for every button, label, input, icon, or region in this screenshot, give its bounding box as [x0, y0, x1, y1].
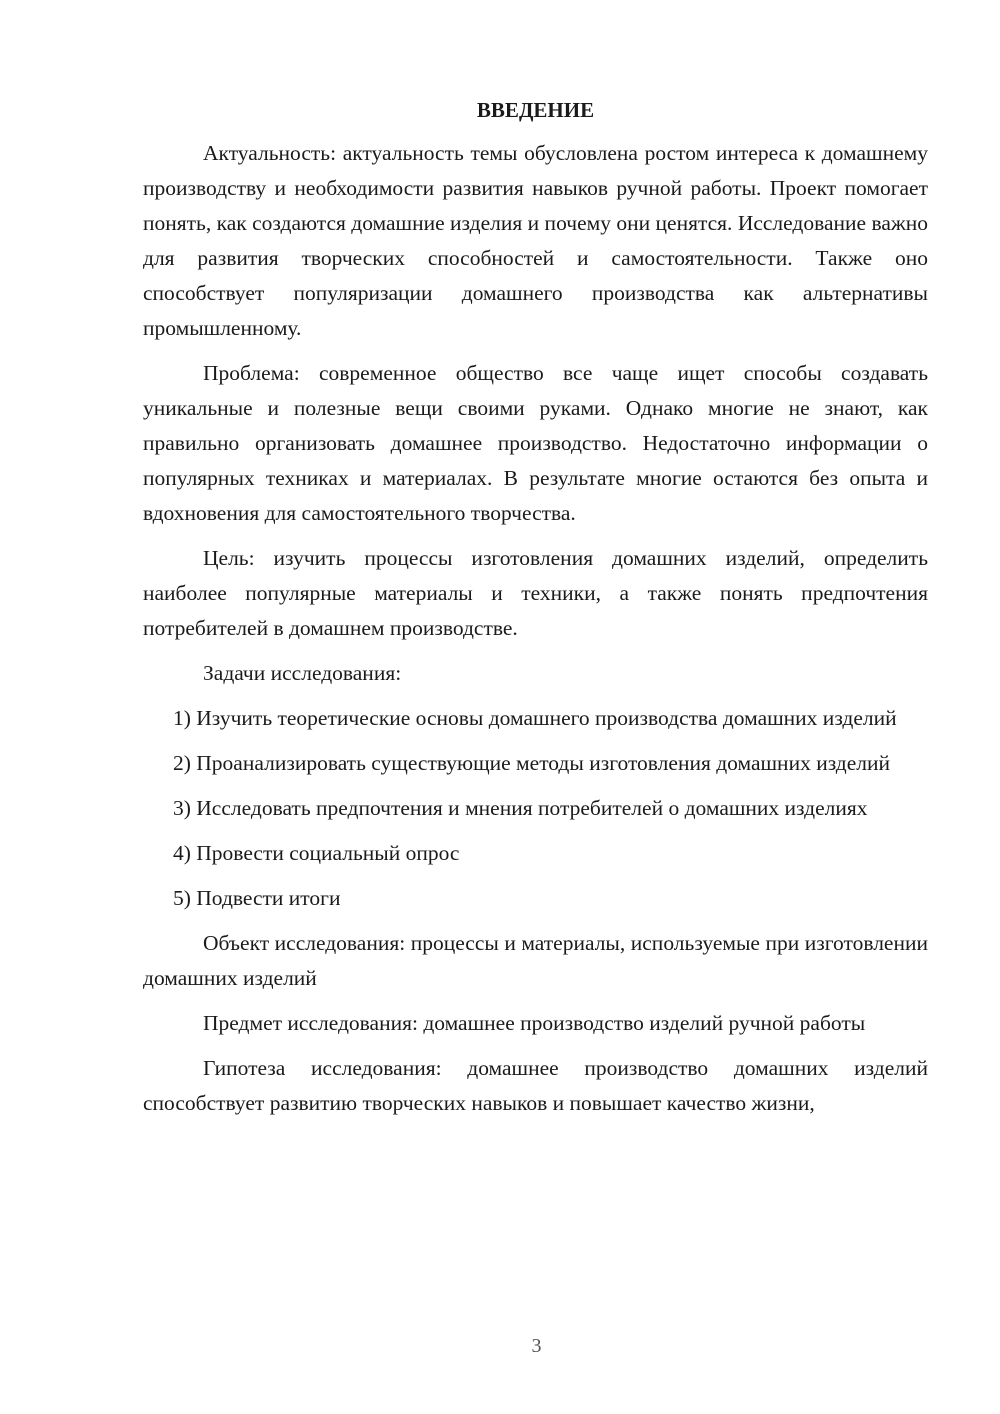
problem-paragraph: Проблема: современное общество все чаще ищет способы создавать уникальные и полезные вещи своими руками. Однако многие не знают, как правильно организовать домашнее производство. Недостаточно информации о популярных техниках и материалах. В результате многие остаются без опыта и вдохновения для самостоятельного творчества. [143, 361, 928, 525]
page-number: 3 [531, 1335, 542, 1357]
hypothesis-paragraph: Гипотеза исследования: домашнее производство домашних изделий способствует развитию творческих навыков и повышает качество жизни, [143, 1056, 928, 1115]
task-item: 4) Провести социальный опрос [173, 841, 460, 865]
object-paragraph: Объект исследования: процессы и материалы, используемые при изготовлении домашних изделий [143, 931, 928, 990]
subject-paragraph: Предмет исследования: домашнее производство изделий ручной работы [203, 1011, 866, 1035]
task-item: 1) Изучить теоретические основы домашнего производства домашних изделий [173, 706, 897, 730]
goal-paragraph: Цель: изучить процессы изготовления домашних изделий, определить наиболее популярные материалы и техники, а также понять предпочтения потребителей в домашнем производстве. [143, 546, 928, 640]
task-item: 2) Проанализировать существующие методы изготовления домашних изделий [173, 751, 891, 775]
tasks-heading: Задачи исследования: [203, 661, 402, 685]
document-page [143, 96, 928, 1131]
task-item: 5) Подвести итоги [173, 886, 341, 910]
relevance-paragraph: Актуальность: актуальность темы обусловлена ростом интереса к домашнему производству и необходимости развития навыков ручной работы. Проект помогает понять, как создаются домашние изделия и почему они ценятся. Исследование важно для развития творческих способностей и самостоятельности. Также оно способствует популяризации домашнего производства как альтернативы промышленному. [143, 141, 928, 340]
section-title: ВВЕДЕНИЕ [476, 98, 595, 122]
task-item: 3) Исследовать предпочтения и мнения потребителей о домашних изделиях [173, 796, 868, 820]
